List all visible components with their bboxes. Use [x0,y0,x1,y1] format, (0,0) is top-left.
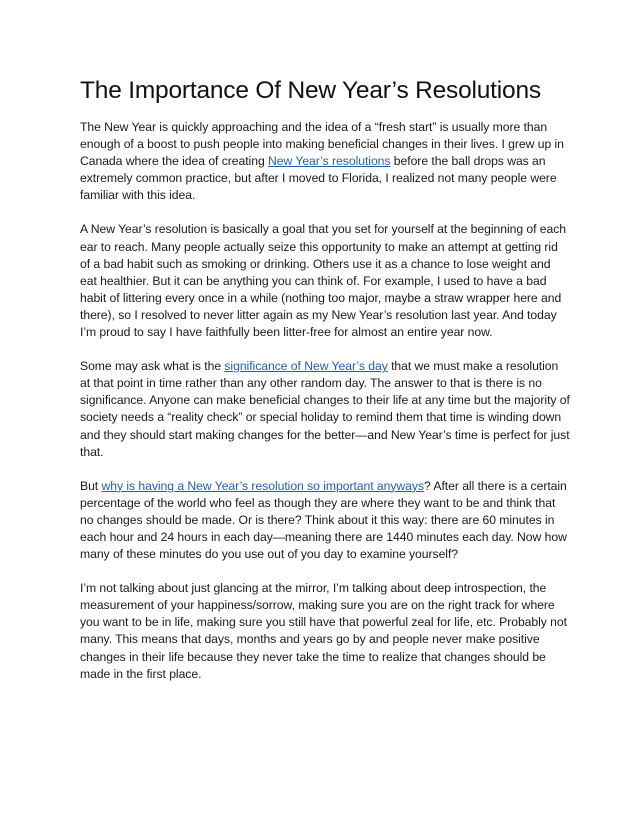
paragraph-4 [80,478,570,563]
paragraph-2-text: A New Year’s resolution is basically a goal that you set for yourself at the beginning of each ear to reach. Many people actually seize this opportunity to make an attempt at getting rid of a bad habit such as smoking or drinking. Others use it as a chance to lose weight and eat healthier. But it can be anything you can think of. For example, I used to have a bad habit of littering every once in a while (nothing too major, maybe a straw wrapper here and there), so I resolved to never litter again as my New Year’s resolution last year. And today I’m proud to say I have faithfully been litter-free for almost an entire year now. [80,222,567,340]
paragraph-1-text-2: before the ball drops was an extremely common practice, but after I moved to Florida, I realized not many people were familiar with this idea. [80,154,557,203]
paragraph-4-text-2: ? After all there is a certain percentage of the world who feel as though they are where they want to be and think that no changes should be made. Or is there? Think about it this way: there are 60 minutes in each hour and 24 hours in each day—meaning there are 1440 minutes each day. Now how many of these minutes do you use out of you day to examine yourself? [80,478,567,562]
paragraph-5-text: I’m not talking about just glancing at the mirror, I’m talking about deep introspection, the measurement of your happiness/sorrow, making sure you are on the right track for where you want to be in life, making sure you still have that powerful zeal for life, etc. Probably not many. This means that days, months and years go by and people never make positive changes in their life because they never take the time to realize that changes should be made in the first place. [80,581,567,681]
paragraph-1-text-1: The New Year is quickly approaching and the idea of a “fresh start” is usually more than enough of a boost to push people into making beneficial changes in their lives. I grew up in Canada where the idea of creating [80,120,564,169]
link-significance-of-new-years-day[interactable]: significance of New Year’s day [224,359,388,374]
link-new-years-resolutions[interactable]: New Year’s resolutions [268,154,391,169]
paragraph-3-text-1: Some may ask what is the [80,359,225,374]
document-page [80,75,570,700]
link-why-resolution-important[interactable]: why is having a New Year’s resolution so important anyways [101,478,424,493]
paragraph-2 [80,221,570,341]
paragraph-3-text-2: that we must make a resolution at that point in time rather than any other random day. The answer to that is there is no significance. Anyone can make beneficial changes to their life at any time but the majority of society needs a “reality check” or special holiday to remind them that time is winding down and they should start making changes for the better—and New Year’s time is perfect for just that. [80,359,570,459]
paragraph-1 [80,119,570,204]
paragraph-5 [80,580,570,683]
paragraph-3 [80,358,570,461]
paragraph-4-text-1: But [80,478,102,493]
document-title: The Importance Of New Year’s Resolutions [80,77,541,104]
